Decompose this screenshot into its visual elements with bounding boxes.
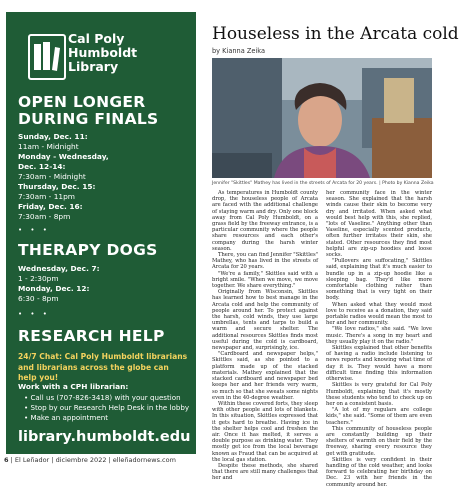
article-paragraph: As temperatures in Humboldt county drop, the houseless people of Arcata are faced with the additional challenge of staying warm and dry. Only one block away from Cal Poly Humboldt, on a grass field by the freeway entrance, is a particular community where the people share resources and each other's company during the harsh winter season. (212, 190, 318, 252)
paper-name: El Leñador (14, 456, 50, 464)
article-paragraph: There, you can find Jennifer "Skittles" Mathey, who has lived in the streets of Arcata for 20 years. (212, 252, 318, 271)
finals-schedule-row: Thursday, Dec. 15: (18, 182, 96, 191)
therapy-schedule-row: Wednesday, Dec. 7: (18, 264, 100, 273)
article-column-2 (326, 190, 432, 488)
article-paragraph: Despite these methods, she shared that there are still many challenges that her and (212, 462, 318, 482)
section-divider: • • • (18, 310, 50, 318)
article-paragraph: Skittles explained that other benefits of having a radio include listening to news reports and knowing what time of day it is. They would have a more difficult time finding this information otherwise. (326, 345, 432, 383)
heading-line: DURING FINALS (18, 110, 159, 128)
therapy-schedule-row: Monday, Dec. 12: (18, 284, 90, 293)
library-advertisement (6, 12, 196, 454)
work-with-librarian-label: Work with a CPH librarian: (18, 382, 129, 391)
section-divider: • • • (18, 226, 50, 234)
finals-schedule-row: Sunday, Dec. 11: (18, 132, 88, 141)
library-logo-icon (28, 34, 66, 80)
logo-line: Library (68, 59, 119, 74)
finals-schedule-row: Friday, Dec. 16: (18, 202, 83, 211)
article-paragraph: "Pullovers are suffocating," Skittles said, explaining that it's much easier to bundle up in a zip-up hoodie like a sleeping bag. They'd like more comfortable clothing rather than something that is very tight on their body. (326, 258, 432, 302)
article-paragraph: her community face in the winter season. She explained that the harsh winds cause their skin to become very dry and irritated. When asked what would best help with this, she replied, "lots of Vaseline." Anything other than Vaseline, especially scented products, often further irritates their skin, she stated. Other resources they find most helpful are zip-up hoodies and loose socks. (326, 190, 432, 259)
article-paragraph: Skittles is very confident in their handling of the cold weather, and looks forward to celebrating her birthday on Dec. 23 with her friends in the community around her. (326, 456, 432, 488)
research-bullet: • Make an appointment (24, 413, 108, 422)
page-number: 6 (4, 456, 9, 464)
issue-date: diciembre 2022 (55, 456, 107, 464)
article-column-1 (212, 190, 318, 482)
logo-line: Humboldt (68, 45, 138, 60)
photo-caption: Jennifer "Skittles" Mathey has lived in the streets of Arcata for 20 years. | Photo by Kianna Zeika (212, 181, 434, 186)
article-paragraph: "We're a family," Skittles said with a bright smile. "When we move, we move together. We share everything." (212, 270, 318, 290)
therapy-schedule-row: 1 - 2:30pm (18, 274, 59, 283)
therapy-dogs-heading: THERAPY DOGS (18, 241, 158, 259)
library-url[interactable]: library.humboldt.edu (18, 429, 191, 445)
article-paragraph: "A lot of my regulars are college kids," she said. "Some of them are even teachers." (326, 407, 432, 426)
article-paragraph: "Cardboard and newspaper helps," Skittles said, as she pointed to a platform made up of the stacked materials. Mathey explained that the stacked cardboard and newspaper bed keeps her and her friends very warm, so much so that she sweats some nights even in the 40-degree weather. (212, 351, 318, 401)
research-bullet: • Stop by our Research Help Desk in the lobby (24, 403, 190, 412)
article-byline: by Kianna Zeika (212, 47, 266, 55)
research-help-heading: RESEARCH HELP (18, 327, 165, 345)
page-footer: 6 | El Leñador | diciembre 2022 | elleñadornews.com (4, 456, 176, 464)
article-paragraph: This community of houseless people are constantly building up their shelters of warmth on their field by the freeway, sharing every resource they get with gratitude. (326, 425, 432, 457)
finals-schedule-row: Monday - Wednesday, (18, 152, 109, 161)
library-logo-text (68, 32, 137, 74)
finals-heading (18, 94, 159, 128)
heading-line: OPEN LONGER (18, 93, 146, 111)
therapy-schedule-row: 6:30 - 8pm (18, 294, 59, 303)
finals-schedule-row: Dec. 12-14: (18, 162, 66, 171)
finals-schedule-row: 7:30am - 11pm (18, 192, 75, 201)
article-paragraph: Originally from Wisconsin, Skittles has learned how to best manage in the Arcata cold and help the community of people around her. To protect against the harsh, cold winds, they use large umbrellas, tents and tarps to build a warm and secure shelter. The additional resources Skittles finds most useful during the cold is cardboard, newspaper and, surprisingly, ice. (212, 289, 318, 352)
chat-promo-text: 24/7 Chat: Cal Poly Humboldt librarians and librarians across the globe can help you! (18, 352, 188, 382)
finals-schedule-row: 7:30am - 8pm (18, 212, 71, 221)
article-paragraph: When asked what they would most love to receive as a donation, they said portable radios would mean the most to her and her community. (326, 301, 432, 327)
article-paragraph: "We love radios," she said. "We love music. There's a song in my heart and they usually play it on the radio." (326, 326, 432, 345)
article-photo (212, 58, 432, 178)
article-title: Houseless in the Arcata cold (212, 24, 459, 44)
research-bullet: • Call us (707-826-3418) with your question (24, 393, 181, 402)
article-paragraph: Skittles is very grateful for Cal Poly Humboldt, explaining that it's mostly these students who tend to check up on her on a consistent basis. (326, 382, 432, 407)
logo-line: Cal Poly (68, 31, 125, 46)
finals-schedule-row: 11am - Midnight (18, 142, 79, 151)
article-paragraph: Within these covered forts, they sleep with other people and lots of blankets. In this situation, Skittles expressed that it gets hard to breathe. Having ice in the shelter helps cool and freshen the air. Once it has melted, it serves a double purpose as drinking water. They mostly get ice from the local beverage known as Fraud that can be acquired at the local gas station. (212, 400, 318, 463)
finals-schedule-row: 7:30am - Midnight (18, 172, 86, 181)
website-link[interactable]: elleñadornews.com (112, 456, 176, 464)
